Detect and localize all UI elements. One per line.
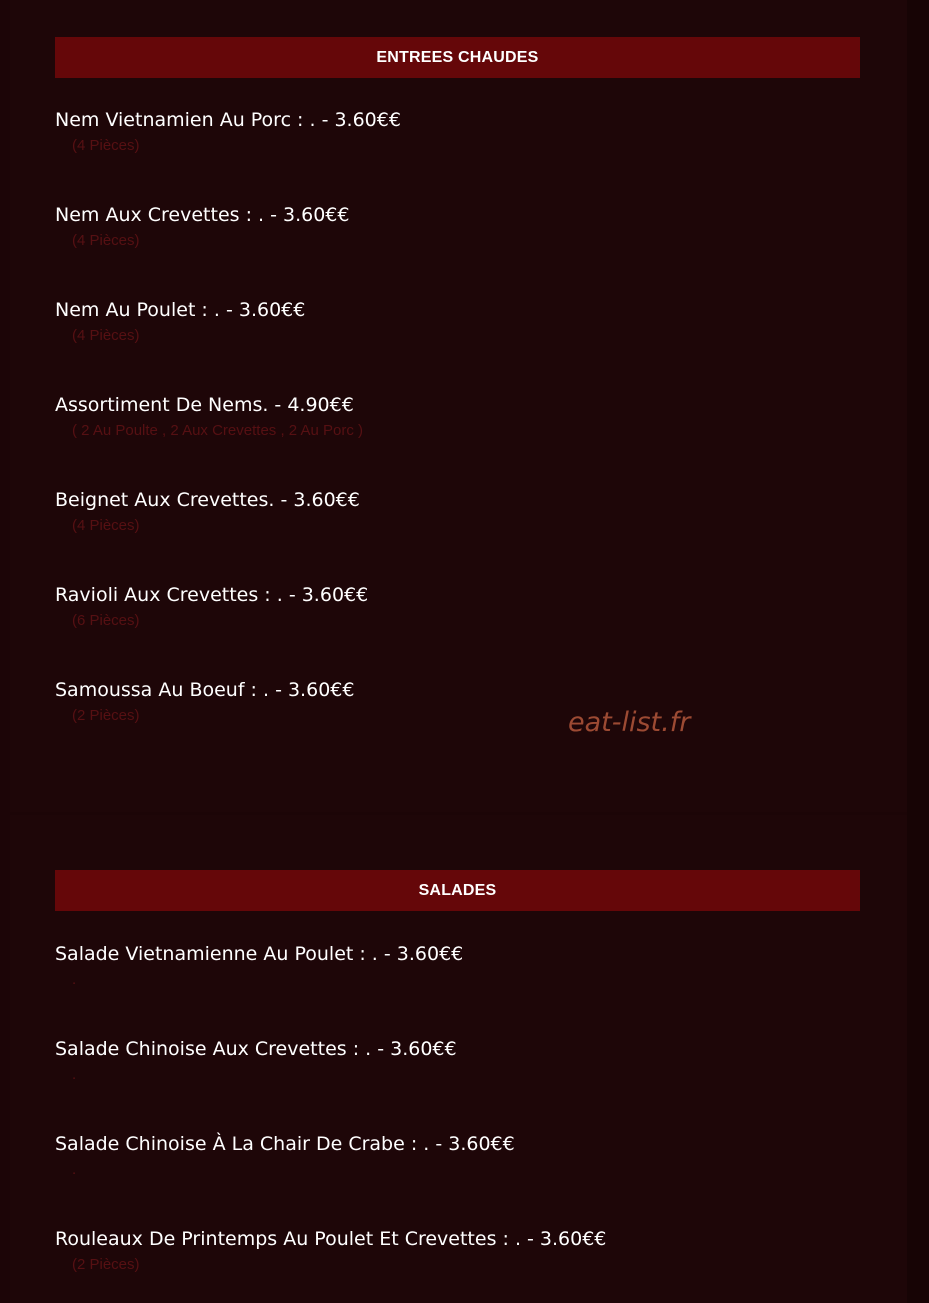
section-header: ENTREES CHAUDES: [55, 37, 860, 78]
menu-item-title: Nem Vietnamien Au Porc : . - 3.60€€: [55, 109, 401, 131]
menu-item: [55, 677, 845, 726]
menu-item-description: ( 2 Au Poulte , 2 Aux Crevettes , 2 Au Porc ): [72, 422, 363, 439]
menu-item: [55, 1036, 845, 1085]
menu-item-description: .: [72, 1161, 77, 1178]
menu-item-title: Rouleaux De Printemps Au Poulet Et Crevettes : . - 3.60€€: [55, 1228, 607, 1250]
menu-item-title: Nem Au Poulet : . - 3.60€€: [55, 299, 306, 321]
site-watermark: eat-list.fr: [568, 707, 691, 738]
section-header: SALADES: [55, 870, 860, 911]
menu-item-title: Ravioli Aux Crevettes : . - 3.60€€: [55, 584, 369, 606]
menu-item: [55, 1131, 845, 1180]
menu-item-title: Beignet Aux Crevettes. - 3.60€€: [55, 489, 360, 511]
menu-item-description: (6 Pièces): [72, 612, 140, 629]
menu-item-description: (2 Pièces): [72, 1256, 140, 1273]
menu-item: [55, 392, 845, 441]
menu-item-title: Nem Aux Crevettes : . - 3.60€€: [55, 204, 350, 226]
menu-item-description: (4 Pièces): [72, 327, 140, 344]
menu-item: [55, 107, 845, 156]
menu-item: [55, 582, 845, 631]
menu-item-title: Salade Chinoise Aux Crevettes : . - 3.60€€: [55, 1038, 457, 1060]
menu-item-title: Assortiment De Nems. - 4.90€€: [55, 394, 354, 416]
menu-item-title: Samoussa Au Boeuf : . - 3.60€€: [55, 679, 355, 701]
menu-item: [55, 1226, 845, 1275]
page-right-edge: [907, 0, 929, 1303]
menu-section-entrees-chaudes: [10, 0, 907, 812]
menu-item-description: .: [72, 971, 77, 988]
menu-item: [55, 941, 845, 990]
menu-item: [55, 297, 845, 346]
menu-item: [55, 202, 845, 251]
menu-item-description: (4 Pièces): [72, 517, 140, 534]
menu-item-description: (4 Pièces): [72, 137, 140, 154]
menu-item: [55, 487, 845, 536]
menu-item-title: Salade Chinoise À La Chair De Crabe : . - 3.60€€: [55, 1133, 515, 1155]
menu-item-description: .: [72, 1066, 77, 1083]
menu-item-title: Salade Vietnamienne Au Poulet : . - 3.60€€: [55, 943, 464, 965]
menu-section-salades: [10, 815, 907, 1303]
menu-item-description: (2 Pièces): [72, 707, 140, 724]
menu-item-description: (4 Pièces): [72, 232, 140, 249]
